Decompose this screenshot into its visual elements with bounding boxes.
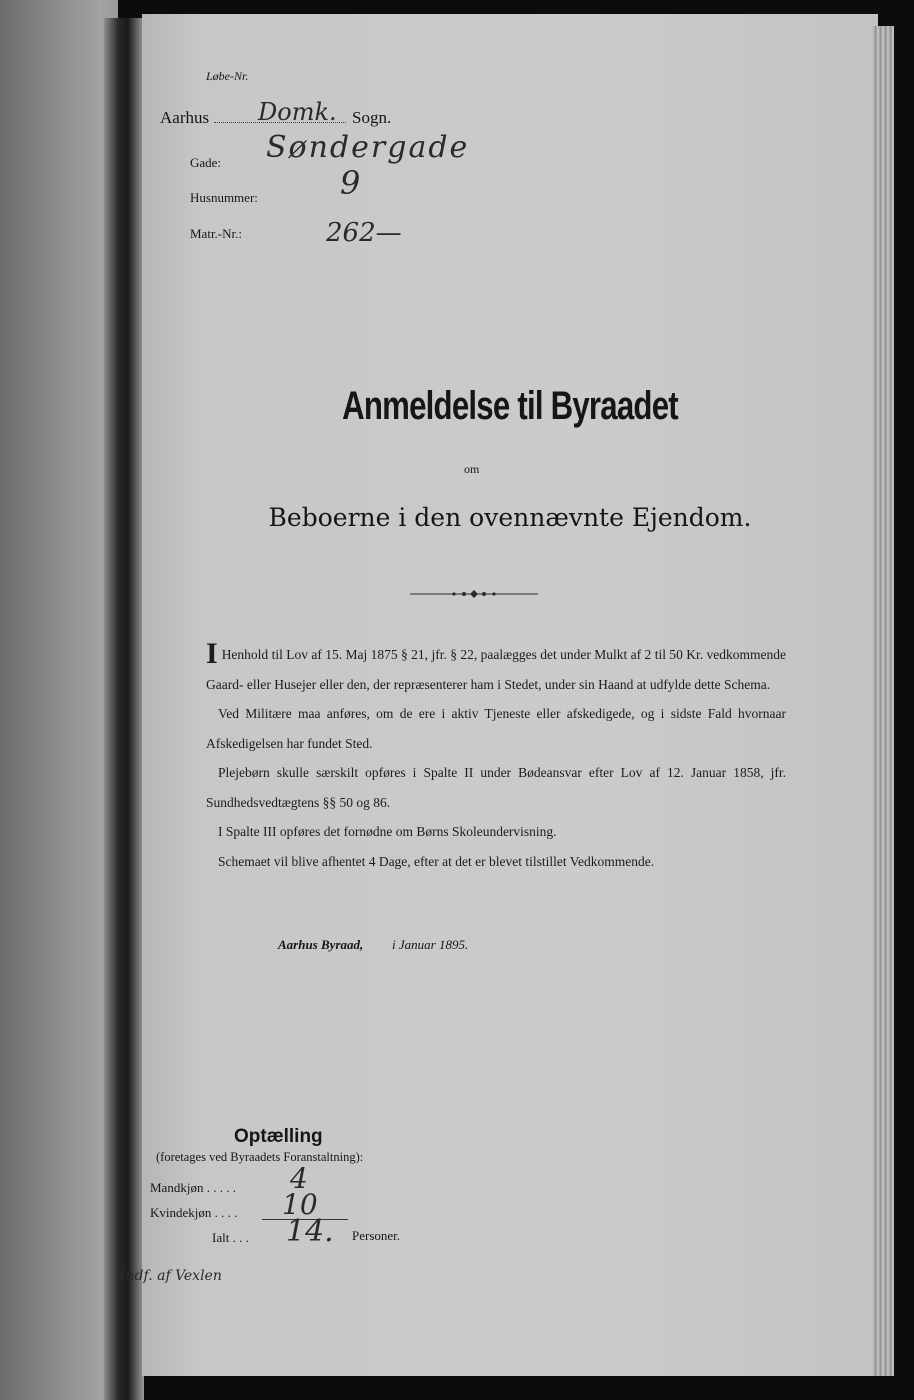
page-stack-edge	[872, 26, 894, 1376]
matr-label: Matr.-Nr.:	[190, 226, 242, 241]
husnummer-label: Husnummer:	[190, 190, 258, 205]
sogn-value: Domk.	[258, 98, 337, 126]
instructions-text	[206, 637, 786, 876]
kvindekjon-value: 10	[282, 1188, 318, 1221]
document-title: Anmeldelse til Byraadet	[342, 384, 678, 428]
mandkjon-value: 4	[290, 1162, 308, 1195]
margin-note: Indf. af Vexlen	[120, 1268, 222, 1284]
signature-date: i Januar 1895.	[392, 937, 469, 952]
paragraph-1-text: Henhold til Lov af 15. Maj 1875 § 21, jfr. § 22, paalægges det under Mulkt af 2 til 50 Kr. vedkommende Gaard- eller Husejer eller den, der repræsenterer ham i Stedet, under sin Haand at udfylde dette Schema.	[206, 647, 786, 692]
personer-label: Personer.	[352, 1228, 401, 1243]
ornament-divider	[410, 590, 538, 598]
census-note: (foretages ved Byraadets Foranstaltning):	[156, 1150, 364, 1164]
gade-label: Gade:	[190, 155, 222, 170]
signature-place: Aarhus Byraad,	[278, 937, 364, 952]
drop-cap: I	[206, 637, 218, 670]
om-label: om	[464, 462, 480, 476]
instruction-paragraph-4: I Spalte III opføres det fornødne om Børns Skoleundervisning.	[218, 824, 557, 839]
census-heading: Optælling	[234, 1126, 323, 1147]
aarhus-label: Aarhus	[160, 108, 210, 127]
husnummer-value: 9	[340, 164, 361, 202]
document-subtitle: Beboerne i den ovennævnte Ejendom.	[268, 503, 752, 532]
matr-value: 262—	[326, 218, 402, 248]
left-page-edge	[0, 0, 118, 1400]
instruction-paragraph-3: Plejebørn skulle særskilt opføres i Spalte II under Bødeansvar efter Lov af 12. Januar 1858, jfr. Sundhedsvedtægtens §§ 50 og 86.	[206, 765, 786, 810]
sogn-label: Sogn.	[352, 108, 392, 127]
instruction-paragraph-2: Ved Militære maa anføres, om de ere i aktiv Tjeneste eller afskedigede, og i sidste Fald hvornaar Afskedigelsen har fundet Sted.	[206, 706, 786, 751]
instruction-paragraph-1	[206, 637, 786, 699]
kvindekjon-label: Kvindekjøn . . . .	[150, 1205, 238, 1220]
ialt-value: 14.	[286, 1214, 334, 1249]
ialt-label: Ialt . . .	[212, 1230, 249, 1245]
lobe-nr-label: Løbe-Nr.	[206, 69, 249, 83]
instruction-paragraph-5: Schemaet vil blive afhentet 4 Dage, efter at det er blevet tilstillet Vedkommende.	[218, 853, 655, 869]
book-gutter	[104, 18, 144, 1400]
gade-value: Søndergade	[266, 130, 470, 165]
mandkjon-label: Mandkjøn . . . . .	[150, 1180, 236, 1195]
